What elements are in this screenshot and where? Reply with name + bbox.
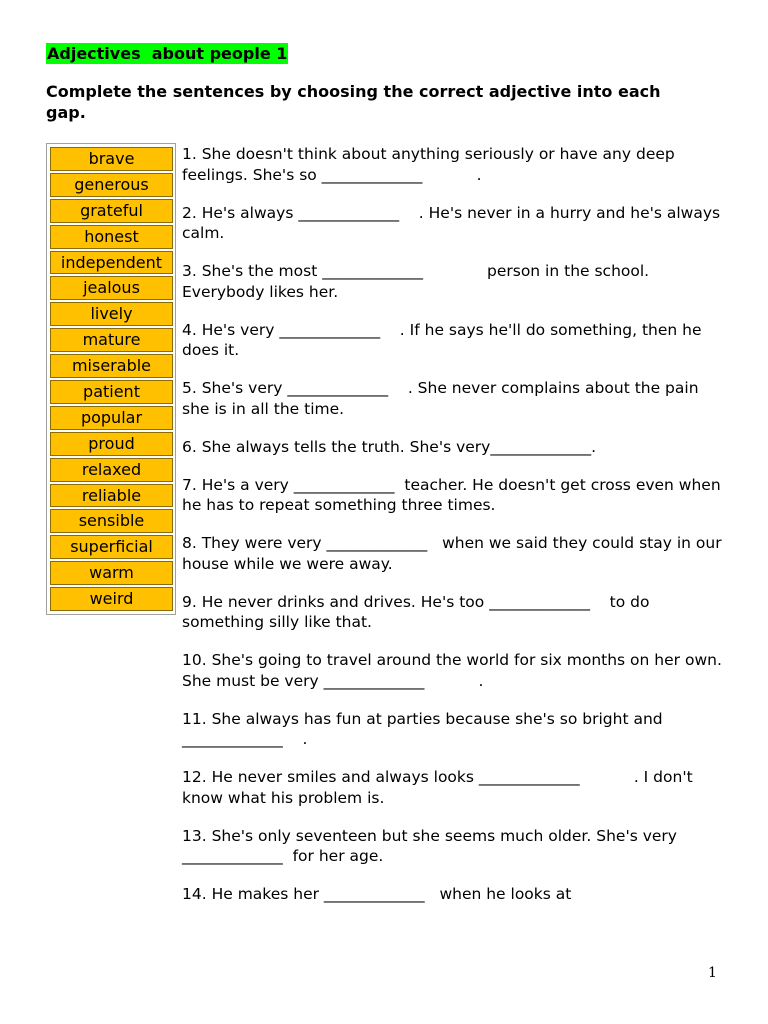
word-bank-item: grateful — [50, 199, 173, 223]
question-3: 3. She's the most _____________ person in the school. Everybody likes her. — [182, 262, 655, 301]
question-2: 2. He's always _____________ . He's never in a hurry and he's always calm. — [182, 203, 726, 242]
question-6: 6. She always tells the truth. She's very_____________. — [182, 437, 597, 456]
word-bank-item: generous — [50, 173, 173, 197]
word-bank-item: popular — [50, 406, 173, 430]
question-9: 9. He never drinks and drives. He's too _____________ to do something silly like that. — [182, 592, 655, 631]
word-bank-item: patient — [50, 380, 173, 404]
worksheet-title: Adjectives about people 1 — [47, 44, 288, 63]
question-12: 12. He never smiles and always looks _____________ . I don't know what his problem is. — [182, 768, 698, 807]
word-bank-item: brave — [50, 147, 173, 171]
word-bank-item: proud — [50, 432, 173, 456]
word-bank — [46, 143, 176, 615]
word-bank-item: mature — [50, 328, 173, 352]
word-bank-item: sensible — [50, 509, 173, 533]
question-10: 10. She's going to travel around the world for six months on her own. She must be very _____________ . — [182, 651, 727, 690]
word-bank-item: lively — [50, 302, 173, 326]
word-bank-item: honest — [50, 225, 173, 249]
word-bank-item: independent — [50, 251, 173, 275]
question-8: 8. They were very _____________ when we said they could stay in our house while we were away. — [182, 534, 727, 573]
word-bank-item: miserable — [50, 354, 173, 378]
question-7: 7. He's a very _____________ teacher. He doesn't get cross even when he has to repeat something three times. — [182, 475, 726, 514]
question-1: 1. She doesn't think about anything seriously or have any deep feelings. She's so _____________ . — [182, 145, 680, 184]
question-14: 14. He makes her _____________ when he looks at — [182, 885, 572, 903]
word-bank-item: superficial — [50, 535, 173, 559]
instructions: Complete the sentences by choosing the correct adjective into each gap. — [46, 82, 661, 122]
question-list — [182, 144, 727, 922]
word-bank-item: jealous — [50, 276, 173, 300]
word-bank-item: relaxed — [50, 458, 173, 482]
question-5: 5. She's very _____________ . She never complains about the pain she is in all the time. — [182, 379, 704, 418]
page-number: 1 — [708, 965, 717, 981]
question-11: 11. She always has fun at parties because she's so bright and _____________ . — [182, 709, 668, 748]
word-bank-item: weird — [50, 587, 173, 611]
word-bank-item: reliable — [50, 484, 173, 508]
question-13: 13. She's only seventeen but she seems much older. She's very _____________ for her age. — [182, 826, 682, 865]
word-bank-item: warm — [50, 561, 173, 585]
question-4: 4. He's very _____________ . If he says he'll do something, then he does it. — [182, 320, 707, 359]
